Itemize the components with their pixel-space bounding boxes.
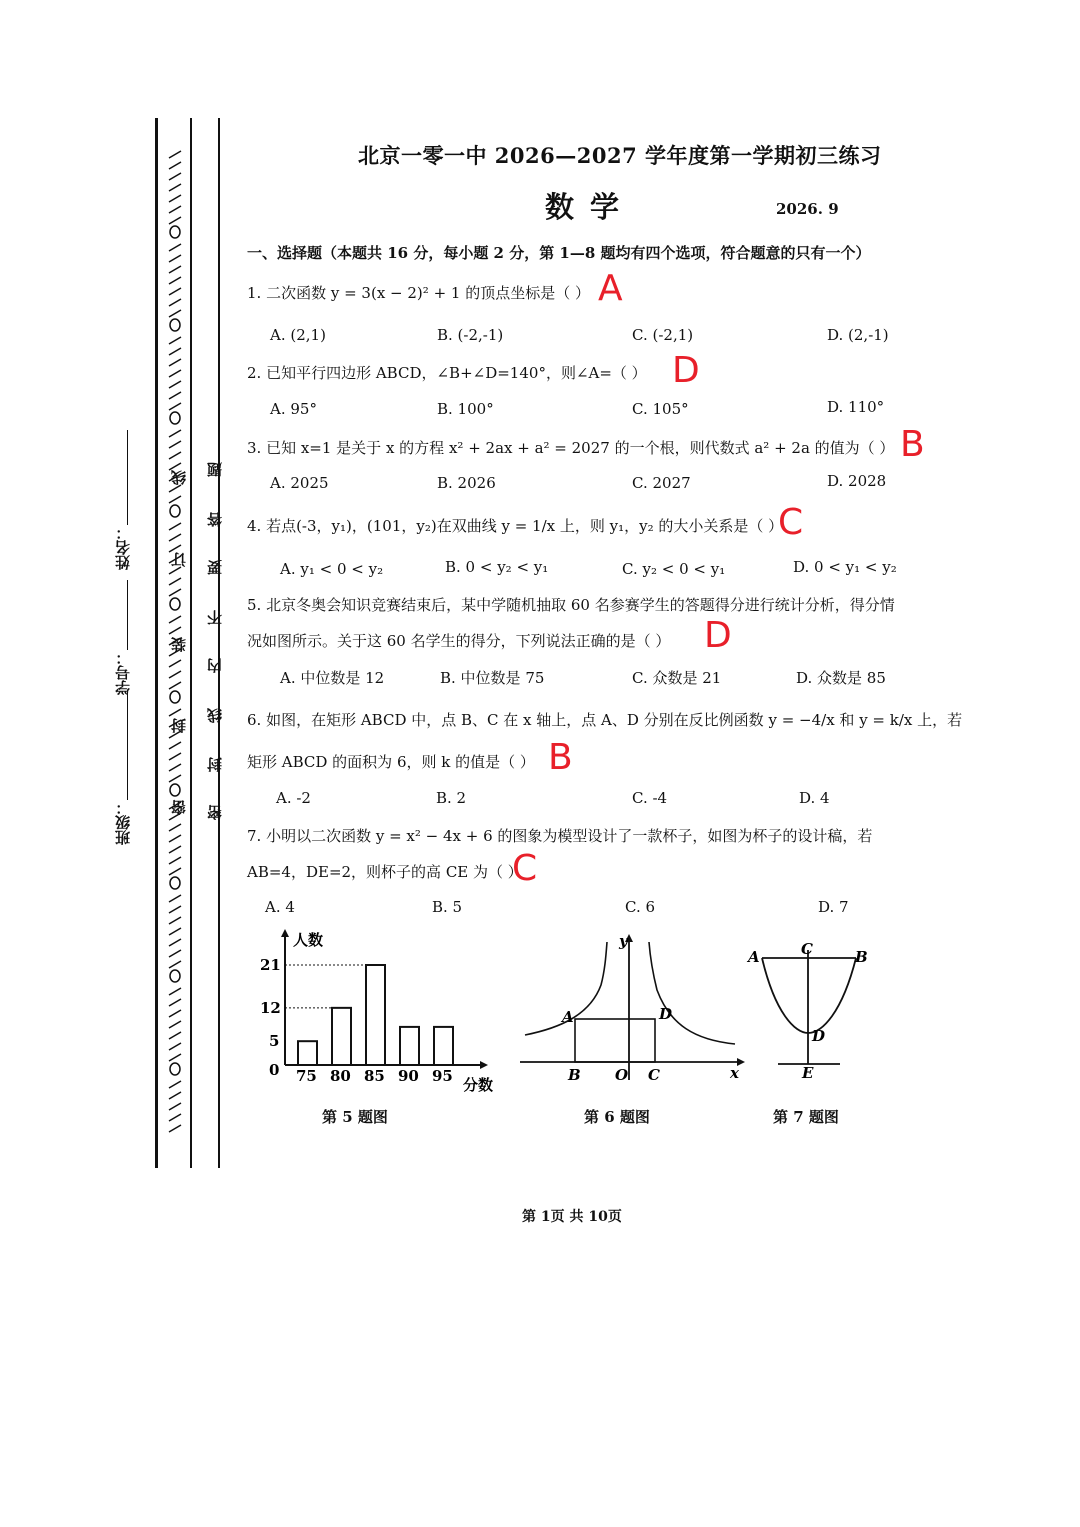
fig7-parabola: [762, 958, 856, 1033]
id-underline: [127, 580, 128, 650]
binder-slash: [169, 403, 181, 410]
binder-slash: [169, 310, 181, 317]
fig5-ytick-label: 12: [260, 998, 281, 1017]
binder-slash: [169, 496, 181, 503]
fig6-label-b: B: [568, 1066, 581, 1084]
binder-line-middle: [190, 118, 192, 1168]
section-heading: 一、选择题（本题共 16 分，每小题 2 分，第 1—8 题均有四个选项，符合题意的只有一个）: [247, 244, 871, 262]
binder-slash: [169, 1010, 181, 1017]
question-2-option-d: D. 110°: [827, 398, 885, 416]
fig6-right-hyperbola: [649, 942, 735, 1044]
binder-slash: [169, 463, 181, 470]
binder-slash: [169, 961, 181, 968]
question-1-stem: 1. 二次函数 y = 3(x − 2)² + 1 的顶点坐标是（ ）: [247, 284, 590, 302]
figure-6-caption: 第 6 题图: [584, 1108, 650, 1126]
binder-slash: [169, 589, 181, 596]
binder-slash: [169, 534, 181, 541]
binder-slash: [169, 1081, 181, 1088]
binder-slash: [169, 857, 181, 864]
question-1-option-b: B. (-2,-1): [437, 326, 504, 344]
question-4-stem: 4. 若点(-3，y₁)，(101，y₂)在双曲线 y = 1/x 上，则 y₁，y₂ 的大小关系是（ ）: [247, 517, 784, 535]
question-4-option-c: C. y₂ < 0 < y₁: [622, 560, 726, 578]
binder-circle: [170, 877, 180, 889]
binder-slash: [169, 392, 181, 399]
binder-line-outer: [155, 118, 158, 1168]
figure-6-diagram: [515, 930, 750, 1085]
fig6-label-o: O: [615, 1066, 629, 1084]
question-4-handwritten-answer: C: [778, 502, 804, 543]
binder-slash: [169, 1092, 181, 1099]
binder-circle: [170, 691, 180, 703]
seal-word-feng: 封: [170, 718, 188, 733]
fig5-bar-80: [332, 1008, 351, 1065]
question-1-option-c: C. (-2,1): [632, 326, 694, 344]
question-7-option-d: D. 7: [818, 898, 849, 916]
question-4-option-b: B. 0 < y₂ < y₁: [445, 558, 549, 576]
fig6-label-d: D: [659, 1005, 673, 1023]
fig6-label-y: y: [619, 932, 628, 950]
fig5-xtick-label: 85: [364, 1067, 385, 1085]
binder-slash: [169, 277, 181, 284]
question-6-stem: 6. 如图，在矩形 ABCD 中，点 B、C 在 x 轴上，点 A、D 分别在反比例函数 y = −4/x 和 y = k/x 上，若: [247, 711, 963, 729]
binder-slash: [169, 441, 181, 448]
class-underline: [127, 690, 128, 800]
binder-slash: [169, 671, 181, 678]
seal-word-zhuang: 装: [170, 637, 188, 652]
fig5-xtick-label: 90: [398, 1067, 419, 1085]
figure-7-caption: 第 7 题图: [773, 1108, 839, 1126]
binder-slash: [169, 266, 181, 273]
fig5-bar-90: [400, 1027, 419, 1065]
subject-title: 数学: [545, 190, 636, 224]
binder-slash: [169, 430, 181, 437]
question-7-stem: 7. 小明以二次函数 y = x² − 4x + 6 的图象为模型设计了一款杯子，如图为杯子的设计稿，若: [247, 827, 873, 845]
binder-circle: [170, 598, 180, 610]
fig7-label-e: E: [802, 1064, 814, 1082]
binder-slash: [169, 173, 181, 180]
question-4-option-a: A. y₁ < 0 < y₂: [280, 560, 384, 578]
fig6-label-c: C: [648, 1066, 660, 1084]
binder-slash: [169, 939, 181, 946]
binder-slash: [169, 835, 181, 842]
question-1-option-d: D. (2,-1): [827, 326, 889, 344]
binder-slash: [169, 151, 181, 158]
binder-slash: [169, 999, 181, 1006]
binder-slash: [169, 917, 181, 924]
fig5-xtick-label: 80: [330, 1067, 351, 1085]
binder-slash: [169, 775, 181, 782]
binder-slash: [169, 485, 181, 492]
question-2-option-b: B. 100°: [437, 400, 494, 418]
fig5-y-arrow-icon: [281, 929, 289, 937]
question-7-stem-line2: AB=4，DE=2，则杯子的高 CE 为（ ）: [247, 863, 523, 881]
fig5-ylabel: 人数: [293, 931, 324, 949]
binder-circle: [170, 784, 180, 796]
binder-slash: [169, 523, 181, 530]
fig6-label-a: A: [562, 1008, 574, 1026]
fig5-ytick-label: 0: [269, 1061, 280, 1079]
binder-slash: [169, 627, 181, 634]
question-6-option-a: A. -2: [276, 789, 311, 807]
figure-5-bar-chart: [255, 925, 505, 1105]
inner-word-8: 题: [206, 462, 224, 477]
binder-slash: [169, 337, 181, 344]
exam-title: 北京一零一中 2026—2027 学年度第一学期初三练习: [358, 143, 882, 168]
question-3-option-a: A. 2025: [270, 474, 329, 492]
question-7-option-c: C. 6: [625, 898, 656, 916]
binder-circle: [170, 970, 180, 982]
binder-slash: [169, 764, 181, 771]
binder-slash: [169, 348, 181, 355]
fig7-label-b: B: [855, 948, 868, 966]
binder-slash: [169, 1032, 181, 1039]
question-6-option-c: C. -4: [632, 789, 668, 807]
binder-slash: [169, 1021, 181, 1028]
binder-slash: [169, 1125, 181, 1132]
binder-slash: [169, 370, 181, 377]
fig5-xtick-label: 95: [432, 1067, 453, 1085]
binder-slash: [169, 988, 181, 995]
binder-slash: [169, 567, 181, 574]
question-3-option-d: D. 2028: [827, 472, 887, 490]
question-2-handwritten-answer: D: [672, 350, 700, 391]
binder-slash: [169, 1103, 181, 1110]
binder-circle: [170, 1063, 180, 1075]
binder-circle: [170, 226, 180, 238]
binder-circle: [170, 505, 180, 517]
question-5-option-c: C. 众数是 21: [632, 669, 722, 687]
question-1-handwritten-answer: A: [598, 268, 623, 309]
binder-slash: [169, 244, 181, 251]
binder-slash: [169, 195, 181, 202]
binder-slash: [169, 906, 181, 913]
binder-slash: [169, 950, 181, 957]
binder-slash: [169, 682, 181, 689]
binder-slash: [169, 288, 181, 295]
binder-slash: [169, 660, 181, 667]
question-5-stem-line2: 况如图所示。关于这 60 名学生的得分，下列说法正确的是（ ）: [247, 632, 671, 650]
question-5-option-d: D. 众数是 85: [796, 669, 886, 687]
binder-slash: [169, 1043, 181, 1050]
seal-word-mi: 密: [170, 800, 188, 815]
figure-7-diagram: [740, 938, 880, 1083]
binder-slash: [169, 162, 181, 169]
question-6-stem-line2: 矩形 ABCD 的面积为 6，则 k 的值是（ ）: [247, 753, 535, 771]
seal-word-ding: 订: [170, 552, 188, 567]
question-5-option-b: B. 中位数是 75: [440, 669, 545, 687]
question-5-option-a: A. 中位数是 12: [280, 669, 385, 687]
binder-slash: [169, 824, 181, 831]
fig5-xlabel: 分数: [463, 1076, 494, 1094]
fig6-label-x: x: [730, 1064, 739, 1082]
question-5-handwritten-answer: D: [704, 615, 732, 656]
question-7-option-b: B. 5: [432, 898, 463, 916]
fig7-label-d: D: [812, 1027, 826, 1045]
inner-word-2: 封: [206, 757, 224, 772]
fig7-label-a: A: [748, 948, 760, 966]
question-3-option-b: B. 2026: [437, 474, 496, 492]
question-7-option-a: A. 4: [265, 898, 295, 916]
question-3-stem: 3. 已知 x=1 是关于 x 的方程 x² + 2ax + a² = 2027 的一个根，则代数式 a² + 2a 的值为（ ）: [247, 439, 895, 457]
binder-slash: [169, 928, 181, 935]
binder-slash: [169, 616, 181, 623]
class-label: 班级：: [114, 800, 132, 845]
exam-date: 2026. 9: [776, 200, 839, 218]
binder-slash: [169, 895, 181, 902]
binder-slash: [169, 381, 181, 388]
binder-slash: [169, 452, 181, 459]
question-2-stem: 2. 已知平行四边形 ABCD，∠B+∠D=140°，则∠A=（ ）: [247, 364, 647, 382]
binder-slash: [169, 868, 181, 875]
binder-circle: [170, 319, 180, 331]
binder-line-inner: [218, 118, 220, 1168]
fig5-bar-85: [366, 965, 385, 1065]
question-5-stem: 5. 北京冬奥会知识竞赛结束后，某中学随机抽取 60 名参赛学生的答题得分进行统计分析，得分情: [247, 596, 895, 614]
fig5-bar-95: [434, 1027, 453, 1065]
binder-slash: [169, 545, 181, 552]
question-6-option-b: B. 2: [436, 789, 467, 807]
fig5-ytick-label: 5: [269, 1032, 280, 1051]
question-3-option-c: C. 2027: [632, 474, 691, 492]
question-2-option-a: A. 95°: [270, 400, 317, 418]
inner-word-4: 内: [206, 658, 224, 673]
fig5-bar-75: [298, 1041, 317, 1065]
inner-word-5: 不: [206, 610, 224, 625]
question-1-option-a: A. (2,1): [270, 326, 326, 344]
question-2-option-c: C. 105°: [632, 400, 689, 418]
figure-5-caption: 第 5 题图: [322, 1108, 388, 1126]
question-6-option-d: D. 4: [799, 789, 830, 807]
binder-slash: [169, 206, 181, 213]
question-4-option-d: D. 0 < y₁ < y₂: [793, 558, 897, 576]
student-id-label: 学号：: [114, 650, 132, 695]
binder-slash: [169, 359, 181, 366]
binder-slash: [169, 709, 181, 716]
binder-slash: [169, 299, 181, 306]
fig5-x-arrow-icon: [480, 1061, 488, 1069]
question-6-handwritten-answer: B: [548, 737, 573, 778]
inner-word-6: 要: [206, 560, 224, 575]
binder-slash: [169, 753, 181, 760]
question-7-handwritten-answer: C: [512, 848, 538, 889]
fig5-ytick-label: 21: [260, 956, 281, 974]
fig7-label-c: C: [801, 940, 813, 958]
binder-slash: [169, 846, 181, 853]
binder-slash: [169, 1054, 181, 1061]
inner-word-7: 答: [206, 512, 224, 527]
binder-slash: [169, 184, 181, 191]
question-3-handwritten-answer: B: [900, 424, 925, 465]
fig6-rectangle-abcd: [575, 1019, 655, 1062]
binder-slash: [169, 217, 181, 224]
name-underline: [127, 430, 128, 525]
binder-circle: [170, 412, 180, 424]
name-label: 姓名：: [114, 525, 132, 570]
inner-word-3: 线: [206, 708, 224, 723]
binder-slash: [169, 255, 181, 262]
fig5-xtick-label: 75: [296, 1067, 317, 1085]
binder-slash: [169, 1114, 181, 1121]
inner-word-1: 密: [206, 805, 224, 820]
binder-slash: [169, 742, 181, 749]
binder-slash: [169, 578, 181, 585]
page-number: 第 1页 共 10页: [522, 1209, 622, 1225]
seal-word-xian: 线: [170, 470, 188, 485]
